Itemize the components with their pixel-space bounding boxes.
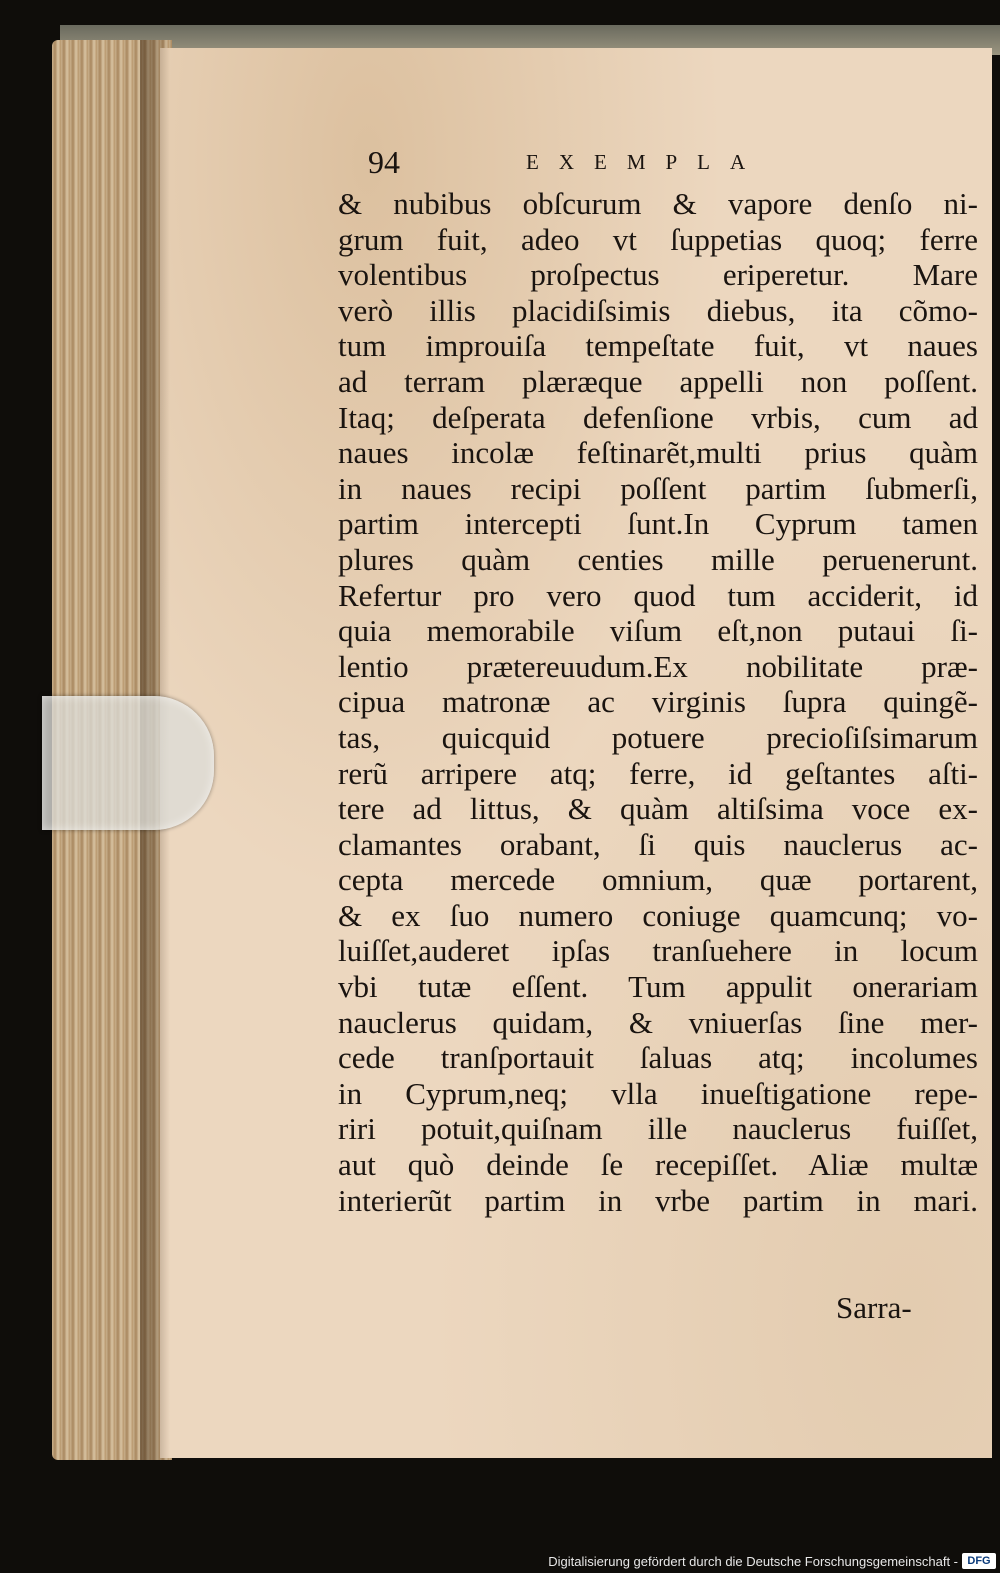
footer-credit: Digitalisierung gefördert durch die Deutsche Forschungsgemeinschaft - xyxy=(548,1554,958,1569)
text-line: tum improuiſa tempeſtate fuit, vt naues xyxy=(338,328,978,364)
page-clip xyxy=(42,696,214,830)
text-line: vbi tutæ eſſent. Tum appulit onerariam xyxy=(338,969,978,1005)
text-line: quia memorabile viſum eſt,non putaui ſi- xyxy=(338,613,978,649)
text-line: tere ad littus, & quàm altiſsima voce ex- xyxy=(338,791,978,827)
text-line: ad terram plæræque appelli non poſſent. xyxy=(338,363,978,399)
text-line: volentibus proſpectus eriperetur. Mare xyxy=(338,257,978,293)
text-line: Itaq; deſperata defenſione vrbis, cum ad xyxy=(338,399,978,435)
text-line: naues incolæ feſtinarẽt,multi prius quàm xyxy=(338,435,978,471)
text-line: luiſſet,auderet ipſas tranſuehere in locum xyxy=(338,933,978,969)
text-line: aut quò deinde ſe recepiſſet. Aliæ multæ xyxy=(338,1147,978,1183)
text-line: verò illis placidiſsimis diebus, ita cõmo- xyxy=(338,292,978,328)
text-line: grum fuit, adeo vt ſuppetias quoq; ferre xyxy=(338,221,978,257)
text-line: cepta mercede omnium, quæ portarent, xyxy=(338,862,978,898)
text-line: lentio prætereuudum.Ex nobilitate præ- xyxy=(338,648,978,684)
text-line: in Cyprum,neq; vlla inueſtigatione repe- xyxy=(338,1075,978,1111)
text-line: clamantes orabant, ſi quis nauclerus ac- xyxy=(338,826,978,862)
body-text xyxy=(338,186,978,1218)
running-head: EXEMPLA xyxy=(526,150,766,174)
page-header xyxy=(368,142,838,182)
footer-bar xyxy=(548,1550,1000,1573)
text-line: interierũt partim in vrbe partim in mari. xyxy=(338,1182,978,1218)
dfg-logo-icon: DFG xyxy=(962,1553,996,1569)
text-line: partim intercepti ſunt.In Cyprum tamen xyxy=(338,506,978,542)
catchword: Sarra- xyxy=(836,1290,912,1325)
text-line: & ex ſuo numero coniuge quamcunq; vo- xyxy=(338,897,978,933)
text-line: nauclerus quidam, & vniuerſas ſine mer- xyxy=(338,1004,978,1040)
text-line: in naues recipi poſſent partim ſubmerſi, xyxy=(338,470,978,506)
text-line: rerũ arripere atq; ferre, id geſtantes aſti- xyxy=(338,755,978,791)
text-line: Refertur pro vero quod tum acciderit, id xyxy=(338,577,978,613)
page-number: 94 xyxy=(368,144,400,180)
text-line: plures quàm centies mille peruenerunt. xyxy=(338,541,978,577)
text-line: riri potuit,quiſnam ille nauclerus fuiſſet, xyxy=(338,1111,978,1147)
text-line: & nubibus obſcurum & vapore denſo ni- xyxy=(338,186,978,221)
text-line: tas, quicquid potuere precioſiſsimarum xyxy=(338,719,978,755)
text-line: cede tranſportauit ſaluas atq; incolumes xyxy=(338,1040,978,1076)
text-line: cipua matronæ ac virginis ſupra quingẽ- xyxy=(338,684,978,720)
